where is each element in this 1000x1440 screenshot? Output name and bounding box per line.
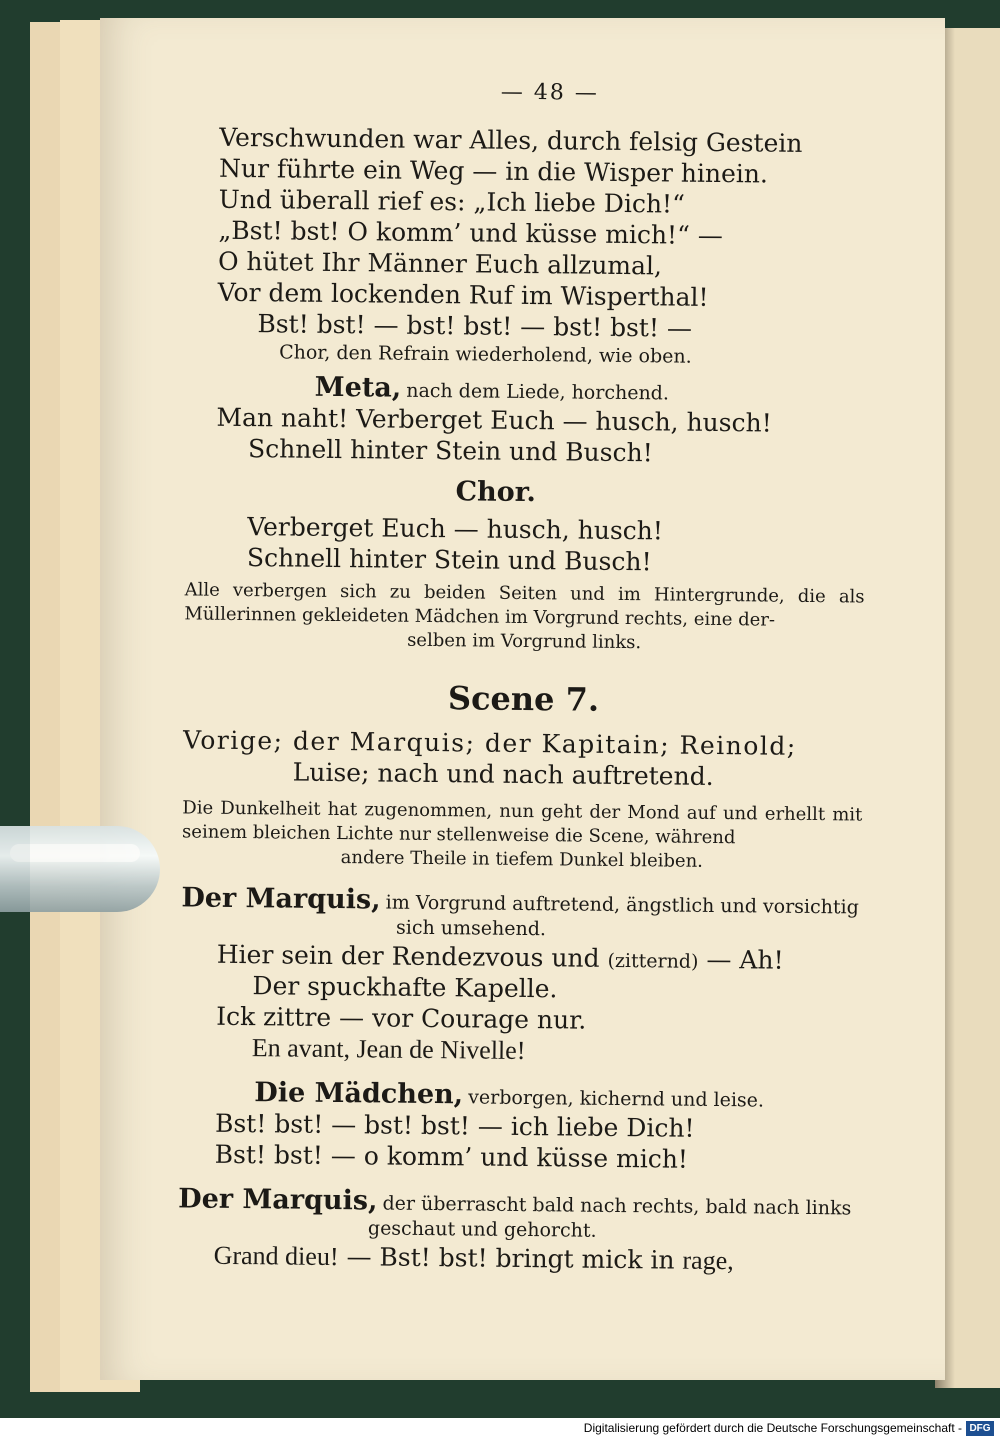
stage-direction-end: andere Theile in tiefem Dunkel bleiben. [340,847,704,872]
maedchen-direction: verborgen, kichernd und leise. [468,1086,765,1112]
meta-line: Schnell hinter Stein und Busch! [247,434,653,468]
marquis-direction-cont: sich umsehend. [396,916,547,941]
speaker-meta: Meta, [314,371,402,404]
verse-line: O hütet Ihr Männer Euch allzumal, [217,246,663,281]
footer-bar [0,1418,1000,1440]
marquis-line-b: — Bst! bst! bringt mick in [346,1242,675,1275]
dfg-logo: DFG [966,1421,994,1436]
verse-line: Bst! bst! — bst! bst! — bst! bst! — [257,309,693,343]
marquis-direction: der überrascht bald nach rechts, bald nach links [382,1192,852,1220]
verse-line: Nur führte ein Weg — in die Wisper hinein. [218,153,769,189]
marquis-line-a: Hier sein der Rendezvous und [216,939,600,973]
marquis-line-a: Grand dieu! [213,1240,339,1272]
marquis-line-c: — Ah! [706,944,784,975]
meta-direction: nach dem Liede, horchend. [406,379,670,405]
marquis-line-direction: (zitternd) [607,949,699,973]
maedchen-line: Bst! bst! — bst! bst! — ich liebe Dich! [214,1108,695,1143]
stage-direction-text: Die Dunkelheit hat zugenommen, nun geht der Mond auf und erhellt mit seinem bleichen Lichte nur stellenweise die Scene, während [181,797,863,849]
cast-line: Vorige; der Marquis; der Kapitain; Reinold; [182,725,797,761]
footer-credit: Digitalisierung gefördert durch die Deutsche Forschungsgemeinschaft - [583,1421,962,1435]
speaker-chor: Chor. [455,476,536,509]
stage-direction [182,796,863,875]
page-text [178,76,870,1277]
chor-line: Verberget Euch — husch, husch! [247,512,664,546]
page-number: — 48 — [500,79,599,106]
cast-line: Luise; nach und nach auftretend. [292,757,714,791]
marquis-direction-cont: geschaut und gehorcht. [367,1217,597,1242]
speaker-maedchen: Die Mädchen, [254,1077,464,1111]
speaker-marquis: Der Marquis, [178,1183,378,1217]
book-clamp [0,826,160,912]
speaker-marquis: Der Marquis, [181,882,381,916]
marquis-line: Ick zittre — vor Courage nur. [216,1001,587,1035]
scene-title: Scene 7. [447,679,600,719]
verse-line: Verschwunden war Alles, durch felsig Gestein [219,122,803,158]
marquis-line-c: rage, [682,1245,734,1276]
stage-direction-text: Alle verbergen sich zu beiden Seiten und im Hintergrunde, die als Müllerinnen gekleideten Mädchen im Vorgrund rechts, eine der- [184,579,865,631]
stage-direction-end: selben im Vorgrund links. [407,629,642,654]
meta-line: Man naht! Verberget Euch — husch, husch! [216,402,772,438]
verse-line: Vor dem lockenden Ruf im Wisperthal! [217,277,709,312]
marquis-direction: im Vorgrund auftretend, ängstlich und vorsichtig [385,891,859,919]
marquis-line: En avant, Jean de Nivelle! [251,1033,526,1066]
chor-line: Schnell hinter Stein und Busch! [246,543,652,577]
marquis-line: Der spuckhafte Kapelle. [252,971,558,1004]
stage-direction [184,578,865,657]
maedchen-line: Bst! bst! — o komm’ und küsse mich! [214,1139,689,1174]
verse-line: Und überall rief es: „Ich liebe Dich!“ [218,184,686,219]
clamp-highlight [10,844,140,862]
verse-line: „Bst! bst! O komm’ und küsse mich!“ — [218,215,723,251]
chor-repeat-direction: Chor, den Refrain wiederholend, wie oben. [279,341,692,368]
